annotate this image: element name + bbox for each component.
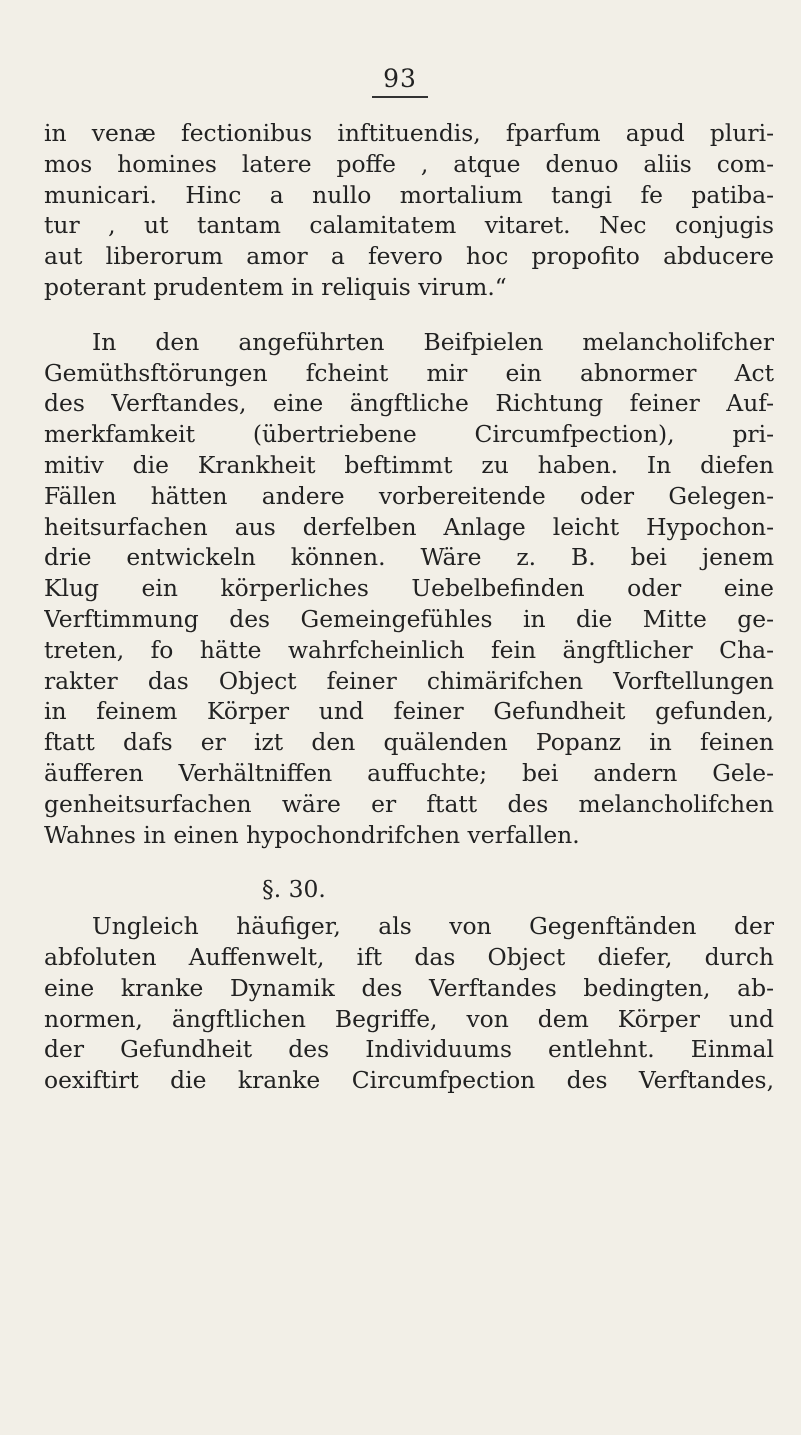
- paragraph-first-line: Ungleich häufiger, als von Gegenftänden der: [92, 912, 774, 941]
- paragraph-first-line: In den angeführten Beifpielen melancholifcher: [92, 327, 774, 356]
- text-line: normen, ängftlichen Begriffe, von dem Körper und: [44, 1004, 774, 1033]
- text-line: aut liberorum amor a fevero hoc propofito abducere: [44, 242, 774, 271]
- text-line: genheitsurfachen wäre er ftatt des melancholifchen: [44, 789, 774, 818]
- text-line: eine kranke Dynamik des Verftandes bedingten, ab-: [44, 973, 774, 1002]
- text-line: mitiv die Krankheit beftimmt zu haben. In diefen: [44, 450, 774, 479]
- text-line: heitsurfachen aus derfelben Anlage leicht Hypochon-: [44, 512, 774, 541]
- text-line: Fällen hätten andere vorbereitende oder Gelegen-: [44, 481, 774, 510]
- text-line: mos homines latere poffe , atque denuo aliis com-: [44, 149, 774, 178]
- text-line: oexiftirt die kranke Circumfpection des Verftandes,: [44, 1066, 774, 1095]
- text-line: rakter das Object feiner chimärifchen Vorftellungen: [44, 666, 774, 695]
- text-line: tur , ut tantam calamitatem vitaret. Nec conjugis: [44, 211, 774, 240]
- page-number: 93: [372, 62, 428, 98]
- text-line: des Verftandes, eine ängftliche Richtung feiner Auf-: [44, 389, 774, 418]
- text-line: merkfamkeit (übertriebene Circumfpection), pri-: [44, 420, 774, 449]
- text-line: Gemüthsftörungen fcheint mir ein abnormer Act: [44, 358, 774, 387]
- text-line: in feinem Körper und feiner Gefundheit gefunden,: [44, 697, 774, 726]
- text-line: poterant prudentem in reliquis virum.“: [44, 272, 507, 301]
- text-line: Verftimmung des Gemeingefühles in die Mitte ge-: [44, 604, 774, 633]
- page-text: [44, 118, 774, 1096]
- text-line: municari. Hinc a nullo mortalium tangi fe patiba-: [44, 180, 774, 209]
- section-heading: §. 30.: [262, 875, 326, 904]
- text-line: äufferen Verhältniffen auffuchte; bei andern Gele-: [44, 758, 774, 787]
- text-line: drie entwickeln können. Wäre z. B. bei jenem: [44, 543, 774, 572]
- text-line: abfoluten Auffenwelt, ift das Object diefer, durch: [44, 942, 774, 971]
- text-line: treten, fo hätte wahrfcheinlich fein ängftlicher Cha-: [44, 635, 774, 664]
- text-line: in venæ fectionibus inftituendis, fparfum apud pluri-: [44, 119, 774, 147]
- text-line: Wahnes in einen hypochondrifchen verfallen.: [44, 820, 580, 849]
- text-line: ftatt dafs er izt den quälenden Popanz in feinen: [44, 728, 774, 757]
- text-line: der Gefundheit des Individuums entlehnt. Einmal: [44, 1035, 774, 1064]
- text-line: Klug ein körperliches Uebelbefinden oder eine: [44, 574, 774, 603]
